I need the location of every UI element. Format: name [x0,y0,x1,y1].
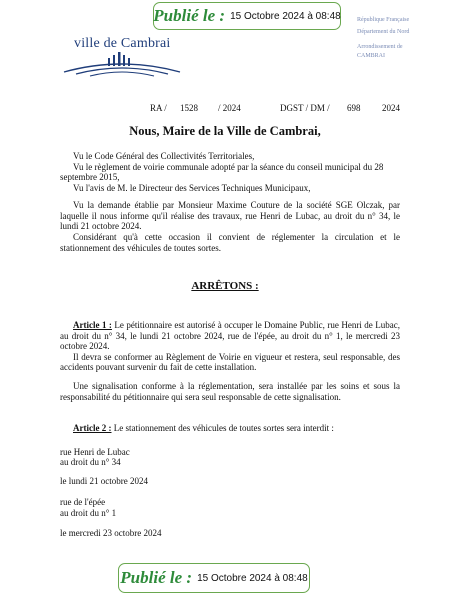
location-2: au droit du n° 1 [60,508,117,518]
logo-text: ville de Cambrai [74,36,171,51]
street-2: rue de l'épée [60,497,106,507]
ref-ra-year: / 2024 [218,103,241,113]
vu-line: Vu le Code Général des Collectivités Territoriales, [73,151,255,161]
publication-stamp-top [153,2,341,30]
ref-dgst-label: DGST / DM / [280,103,330,113]
publication-stamp-bottom [118,563,310,593]
arretons-heading: ARRÊTONS : [191,280,259,292]
street-1: rue Henri de Lubac [60,447,130,457]
ref-dgst-year: 2024 [382,103,400,113]
admin-line: Arrondissement de [357,44,403,50]
date-1: le lundi 21 octobre 2024 [60,476,148,486]
article-1-paragraph-3: Une signalisation conforme à la réglementation, sera installée par les soins et sous la responsabilité du pétitionnaire qui sera seul responsable de cette signalisation. [60,381,400,402]
logo-mark-icon [62,48,182,78]
article-1-text: Le pétitionnaire est autorisé à occuper le Domaine Public, rue Henri de Lubac, au droit du n° 34, le lundi 21 octobre 2024, rue de l'épée, au droit du n° 1, le mercredi 23 octobre 2024. [60,320,401,351]
city-logo [62,34,182,76]
article-1-paragraph-2: Il devra se conformer au Règlement de Voirie en vigueur et restera, seul responsable, des accidents pouvant survenir du fait de cette installation. [60,351,400,372]
article-1-label: Article 1 : [73,320,112,330]
stamp-label: Publié le : [153,6,226,25]
ref-dgst-number: 698 [347,103,361,113]
vu-line: Vu l'avis de M. le Directeur des Services Techniques Municipaux, [73,182,311,193]
vu-line: Vu le règlement de voirie communale adopté par la séance du conseil municipal du 28 septembre 2015, [60,161,384,182]
date-2: le mercredi 23 octobre 2024 [60,528,162,538]
ref-ra-number: 1528 [180,103,198,113]
stamp-date: 15 Octobre 2024 à 08:48 [230,10,341,22]
location-1: au droit du n° 34 [60,457,121,467]
ref-ra-label: RA / [150,103,167,113]
article-1 [60,320,400,373]
admin-line: Département du Nord [357,29,410,35]
stamp-date: 15 Octobre 2024 à 08:48 [197,572,308,584]
article-2 [60,423,400,434]
demande-paragraph: Vu la demande établie par Monsieur Maxime Couture de la société SGE Olczak, par laquelle il nous informe qu'il réalise des travaux, rue Henri de Lubac, au droit du n° 34, le lundi 21 octobre 2024. [60,200,400,231]
article-2-label: Article 2 : [73,423,112,433]
admin-line: République Française [357,17,410,23]
stamp-label: Publié le : [120,568,193,587]
vu-block [60,151,400,193]
article-2-text: Le stationnement des véhicules de toutes sortes sera interdit : [111,423,334,433]
considerant-paragraph: Considérant qu'à cette occasion il convient de réglementer la circulation et le stationnement des véhicules de toutes sortes. [60,232,400,253]
administrative-header [357,16,447,61]
page-title: Nous, Maire de la Ville de Cambrai, [129,124,321,138]
admin-line: CAMBRAI [357,53,386,59]
